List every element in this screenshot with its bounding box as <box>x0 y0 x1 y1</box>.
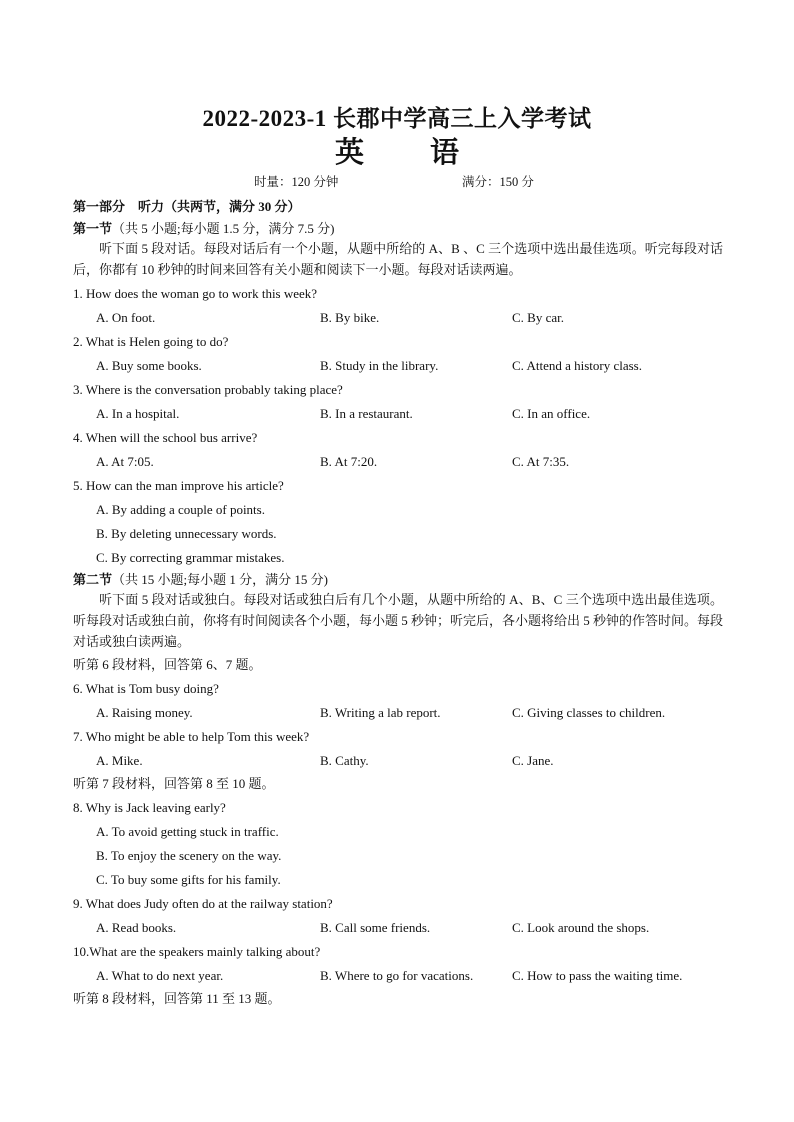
option-b: B. Call some friends. <box>320 920 431 935</box>
subject-char-1: 英 <box>334 137 364 169</box>
subject-char-2: 语 <box>430 137 460 169</box>
option-b: B. Study in the library. <box>320 358 439 373</box>
option-c: C. At 7:35. <box>512 454 570 469</box>
section-title-rest: （共 15 小题;每小题 1 分，满分 15 分) <box>112 572 328 587</box>
option-c: C. Giving classes to children. <box>512 705 666 720</box>
section2-instructions: 听下面 5 段对话或独白。每段对话或独白后有几个小题，从题中所给的 A、B、C 三个选项中选出最佳选项。听每段对话或独白前，你将有时间阅读各个小题，每小题 5 秒钟；听完后，各小题将给出 5 秒钟的作答时间。每段对话或独白读两遍。 <box>73 592 724 649</box>
question-stem: 8. Why is Jack leaving early? <box>73 800 226 815</box>
listen-material-6: 听第 6 段材料，回答第 6、7 题。 <box>73 657 262 672</box>
option-a: A. At 7:05. <box>96 454 154 469</box>
section-title-rest: （共 5 小题;每小题 1.5 分，满分 7.5 分) <box>112 221 335 236</box>
subject-title <box>0 130 794 171</box>
section-title-lead: 第二节 <box>73 572 113 587</box>
option-c: C. How to pass the waiting time. <box>512 968 683 983</box>
question-stem: 5. How can the man improve his article? <box>73 478 284 493</box>
option-a: A. Mike. <box>96 753 143 768</box>
option-b: B. Where to go for vacations. <box>320 968 474 983</box>
question-stem: 9. What does Judy often do at the railway station? <box>73 896 333 911</box>
option-b: B. To enjoy the scenery on the way. <box>96 848 282 863</box>
question-stem: 3. Where is the conversation probably taking place? <box>73 382 343 397</box>
option-b: B. By bike. <box>320 310 380 325</box>
option-c: C. Jane. <box>512 753 554 768</box>
option-b: B. At 7:20. <box>320 454 378 469</box>
question-stem: 10.What are the speakers mainly talking about? <box>73 944 321 959</box>
section2-title <box>73 572 328 588</box>
option-c: C. To buy some gifts for his family. <box>96 872 281 887</box>
option-a: A. Buy some books. <box>96 358 202 373</box>
option-c: C. Look around the shops. <box>512 920 650 935</box>
option-c: C. In an office. <box>512 406 591 421</box>
listen-material-8: 听第 8 段材料，回答第 11 至 13 题。 <box>73 991 281 1006</box>
option-a: A. On foot. <box>96 310 156 325</box>
section1-title <box>73 221 334 237</box>
option-a: A. By adding a couple of points. <box>96 502 265 517</box>
exam-title: 2022-2023-1 长郡中学高三上入学考试 <box>202 106 592 131</box>
option-b: B. By deleting unnecessary words. <box>96 526 277 541</box>
part1-title: 第一部分 听力（共两节，满分 30 分） <box>73 199 301 214</box>
option-b: B. In a restaurant. <box>320 406 413 421</box>
option-a: A. To avoid getting stuck in traffic. <box>96 824 279 839</box>
option-c: C. By car. <box>512 310 564 325</box>
option-b: B. Writing a lab report. <box>320 705 441 720</box>
question-stem: 7. Who might be able to help Tom this week? <box>73 729 310 744</box>
option-a: A. What to do next year. <box>96 968 224 983</box>
time-limit: 时量：120 分钟 <box>254 175 339 189</box>
option-c: C. Attend a history class. <box>512 358 642 373</box>
question-stem: 4. When will the school bus arrive? <box>73 430 258 445</box>
full-score: 满分：150 分 <box>462 175 534 189</box>
question-stem: 6. What is Tom busy doing? <box>73 681 219 696</box>
section-title-lead: 第一节 <box>73 221 113 236</box>
option-c: C. By correcting grammar mistakes. <box>96 550 285 565</box>
section1-instructions: 听下面 5 段对话。每段对话后有一个小题，从题中所给的 A、B 、C 三个选项中选出最佳选项。听完每段对话后，你都有 10 秒钟的时间来回答有关小题和阅读下一小题。每段对话读两遍。 <box>73 241 723 277</box>
option-a: A. In a hospital. <box>96 406 180 421</box>
option-b: B. Cathy. <box>320 753 369 768</box>
question-stem: 2. What is Helen going to do? <box>73 334 229 349</box>
option-a: A. Read books. <box>96 920 177 935</box>
listen-material-7: 听第 7 段材料，回答第 8 至 10 题。 <box>73 776 275 791</box>
question-stem: 1. How does the woman go to work this week? <box>73 286 318 301</box>
option-a: A. Raising money. <box>96 705 193 720</box>
